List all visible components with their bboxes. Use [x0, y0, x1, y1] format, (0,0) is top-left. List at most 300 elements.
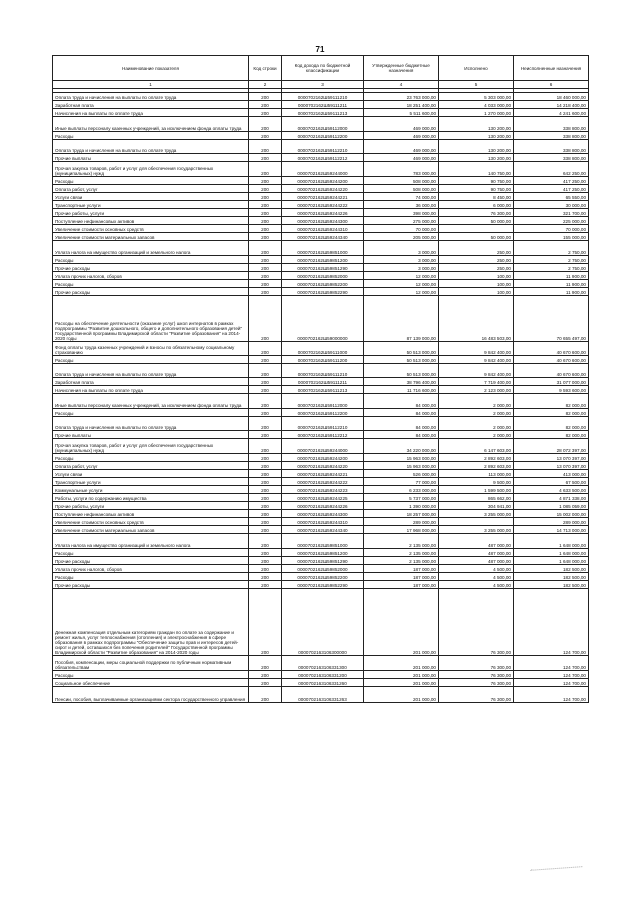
indicator-name-cell: Прочие работы, услуги [53, 502, 249, 510]
table-row [53, 93, 589, 101]
budget-code-cell: 0000702163106331300 [282, 656, 364, 671]
executed-amount-cell: 304 941,00 [439, 502, 514, 510]
remaining-amount-cell: 70 000,00 [514, 225, 589, 233]
remaining-amount-cell: 40 670 600,00 [514, 364, 589, 378]
approved-amount-cell: 50 513 000,00 [364, 356, 439, 364]
table-row [53, 154, 589, 162]
table-row [53, 679, 589, 687]
remaining-amount-cell: 338 800,00 [514, 140, 589, 154]
column-number: 4 [364, 81, 439, 89]
table-row [53, 518, 589, 526]
indicator-name-cell: Расходы [53, 280, 249, 288]
line-code-cell: 200 [249, 462, 282, 470]
budget-code-cell: 0000702162Ш59852290 [282, 288, 364, 296]
approved-amount-cell: 289 000,00 [364, 518, 439, 526]
executed-amount-cell: 2 000,00 [439, 394, 514, 409]
indicator-name-cell: Работы, услуги по содержанию имущества [53, 494, 249, 502]
executed-amount-cell: 9 842 400,00 [439, 342, 514, 356]
indicator-name-cell: Заработная плата [53, 101, 249, 109]
indicator-name-cell: Оплата работ, услуг [53, 462, 249, 470]
indicator-name-cell: Коммунальные услуги [53, 486, 249, 494]
line-code-cell: 200 [249, 394, 282, 409]
column-number: 6 [514, 81, 589, 89]
table-row [53, 510, 589, 518]
table-row [53, 534, 589, 549]
table-row [53, 581, 589, 589]
remaining-amount-cell: 1 648 000,00 [514, 534, 589, 549]
executed-amount-cell: 100,00 [439, 272, 514, 280]
indicator-name-cell: Расходы [53, 549, 249, 557]
executed-amount-cell: 9 500,00 [439, 478, 514, 486]
remaining-amount-cell: 225 000,00 [514, 217, 589, 225]
table-row [53, 272, 589, 280]
executed-amount-cell: 50 000,00 [439, 217, 514, 225]
line-code-cell: 200 [249, 185, 282, 193]
executed-amount-cell: 76 300,00 [439, 679, 514, 687]
executed-amount-cell: 487 000,00 [439, 534, 514, 549]
line-code-cell: 200 [249, 557, 282, 565]
approved-amount-cell: 469 000,00 [364, 117, 439, 132]
budget-code-cell: 0000702162Ш59112200 [282, 409, 364, 417]
executed-amount-cell: 2 000,00 [439, 431, 514, 439]
line-code-cell: 200 [249, 256, 282, 264]
approved-amount-cell: 508 000,00 [364, 177, 439, 185]
remaining-amount-cell: 182 500,00 [514, 565, 589, 573]
approved-amount-cell: 15 963 000,00 [364, 454, 439, 462]
budget-code-cell: 0000702162Ш59244000 [282, 162, 364, 177]
executed-amount-cell: 8 450,00 [439, 193, 514, 201]
budget-code-cell: 0000702162Ш59852000 [282, 565, 364, 573]
remaining-amount-cell: 182 500,00 [514, 581, 589, 589]
remaining-amount-cell: 2 750,00 [514, 241, 589, 256]
indicator-name-cell: Прочая закупка товаров, работ и услуг для обеспечения государственных (муниципальных) нужд [53, 439, 249, 454]
approved-amount-cell: 74 000,00 [364, 193, 439, 201]
indicator-name-cell: Прочие расходы [53, 288, 249, 296]
table-row [53, 233, 589, 241]
executed-amount-cell: 2 892 603,00 [439, 454, 514, 462]
table-row [53, 502, 589, 510]
approved-amount-cell: 3 000,00 [364, 264, 439, 272]
executed-amount-cell: 250,00 [439, 264, 514, 272]
budget-code-cell: 0000702162Ш59852290 [282, 581, 364, 589]
approved-amount-cell: 84 000,00 [364, 431, 439, 439]
indicator-name-cell: Транспортные услуги [53, 201, 249, 209]
line-code-cell: 200 [249, 101, 282, 109]
indicator-name-cell: Пособия, компенсации, меры социальной поддержки по публичным нормативным обязательствам [53, 656, 249, 671]
budget-code-cell: 0000702162Ш59112210 [282, 417, 364, 431]
line-code-cell: 200 [249, 209, 282, 217]
budget-code-cell: 0000702162Ш59112200 [282, 132, 364, 140]
table-row [53, 364, 589, 378]
remaining-amount-cell: 155 000,00 [514, 233, 589, 241]
budget-code-cell: 0000702162Ш59000000 [282, 296, 364, 342]
executed-amount-cell: 50 000,00 [439, 233, 514, 241]
line-code-cell: 200 [249, 409, 282, 417]
table-row [53, 462, 589, 470]
budget-code-cell: 0000702162Ш59244310 [282, 518, 364, 526]
budget-code-cell: 0000702162Ш59111200 [282, 356, 364, 364]
remaining-amount-cell: 2 750,00 [514, 264, 589, 272]
executed-amount-cell: 865 662,00 [439, 494, 514, 502]
budget-code-cell: 0000702162Ш59111000 [282, 342, 364, 356]
page-number: 71 [315, 45, 325, 54]
indicator-name-cell: Оплата труда и начисления на выплаты по оплате труда [53, 417, 249, 431]
approved-amount-cell: 11 716 600,00 [364, 386, 439, 394]
approved-amount-cell: 2 135 000,00 [364, 557, 439, 565]
table-row [53, 573, 589, 581]
remaining-amount-cell: 289 000,00 [514, 518, 589, 526]
table-row [53, 431, 589, 439]
indicator-name-cell: Поступление нефинансовых активов [53, 217, 249, 225]
budget-code-cell: 0000702162Ш59851200 [282, 256, 364, 264]
remaining-amount-cell: 14 713 000,00 [514, 526, 589, 534]
indicator-name-cell: Социальное обеспечение [53, 679, 249, 687]
line-code-cell: 200 [249, 687, 282, 703]
executed-amount-cell: 76 300,00 [439, 209, 514, 217]
budget-code-cell: 0000702162Ш59244300 [282, 217, 364, 225]
header-executed: Исполнено [439, 56, 514, 81]
table-row [53, 454, 589, 462]
executed-amount-cell [439, 225, 514, 233]
indicator-name-cell: Оплата работ, услуг [53, 185, 249, 193]
approved-amount-cell: 84 000,00 [364, 409, 439, 417]
approved-amount-cell: 17 968 000,00 [364, 526, 439, 534]
indicator-name-cell: Прочие работы, услуги [53, 209, 249, 217]
indicator-name-cell: Увеличение стоимости материальных запасов [53, 233, 249, 241]
remaining-amount-cell: 1 648 000,00 [514, 557, 589, 565]
remaining-amount-cell: 124 700,00 [514, 671, 589, 679]
budget-code-cell: 0000702162Ш59851200 [282, 549, 364, 557]
table-row [53, 225, 589, 233]
budget-code-cell: 0000702163106331260 [282, 679, 364, 687]
table-row [53, 417, 589, 431]
approved-amount-cell: 38 796 400,00 [364, 378, 439, 386]
budget-code-cell: 0000702162Ш59244221 [282, 193, 364, 201]
remaining-amount-cell: 11 900,00 [514, 272, 589, 280]
budget-code-cell: 0000702162Ш59112210 [282, 140, 364, 154]
table-row [53, 687, 589, 703]
indicator-name-cell: Иные выплаты персоналу казенных учреждений, за исключением фонда оплаты труда [53, 117, 249, 132]
remaining-amount-cell: 30 000,00 [514, 201, 589, 209]
remaining-amount-cell: 31 077 000,00 [514, 378, 589, 386]
indicator-name-cell: Уплата налога на имущество организаций и земельного налога [53, 534, 249, 549]
remaining-amount-cell: 15 002 000,00 [514, 510, 589, 518]
indicator-name-cell: Прочие выплаты [53, 431, 249, 439]
budget-code-cell: 0000702162Ш59244310 [282, 225, 364, 233]
line-code-cell: 200 [249, 526, 282, 534]
budget-code-cell: 0000702162Ш59244200 [282, 454, 364, 462]
budget-code-cell: 0000702162Ш59851290 [282, 264, 364, 272]
remaining-amount-cell: 18 460 000,00 [514, 93, 589, 101]
approved-amount-cell: 783 000,00 [364, 162, 439, 177]
approved-amount-cell: 84 000,00 [364, 394, 439, 409]
approved-amount-cell: 187 000,00 [364, 581, 439, 589]
line-code-cell: 200 [249, 549, 282, 557]
indicator-name-cell: Заработная плата [53, 378, 249, 386]
indicator-name-cell: Иные выплаты персоналу казенных учреждений, за исключением фонда оплаты труда [53, 394, 249, 409]
table-row [53, 470, 589, 478]
line-code-cell: 200 [249, 132, 282, 140]
indicator-name-cell: Оплата труда и начисления на выплаты по оплате труда [53, 140, 249, 154]
column-number: 5 [439, 81, 514, 89]
budget-code-cell: 0000702162Ш59244300 [282, 510, 364, 518]
approved-amount-cell: 6 233 000,00 [364, 486, 439, 494]
line-code-cell: 200 [249, 296, 282, 342]
line-code-cell: 200 [249, 431, 282, 439]
remaining-amount-cell: 124 700,00 [514, 656, 589, 671]
indicator-name-cell: Расходы [53, 573, 249, 581]
remaining-amount-cell: 82 000,00 [514, 394, 589, 409]
table-row [53, 439, 589, 454]
executed-amount-cell: 76 300,00 [439, 656, 514, 671]
table-row [53, 288, 589, 296]
approved-amount-cell: 201 000,00 [364, 671, 439, 679]
remaining-amount-cell: 182 500,00 [514, 573, 589, 581]
executed-amount-cell: 90 750,00 [439, 185, 514, 193]
approved-amount-cell: 5 511 600,00 [364, 109, 439, 117]
indicator-name-cell: Увеличение стоимости материальных запасов [53, 526, 249, 534]
executed-amount-cell: 100,00 [439, 280, 514, 288]
executed-amount-cell: 140 750,00 [439, 162, 514, 177]
remaining-amount-cell: 13 070 397,00 [514, 454, 589, 462]
executed-amount-cell: 100,00 [439, 288, 514, 296]
table-row [53, 109, 589, 117]
line-code-cell: 200 [249, 679, 282, 687]
table-row [53, 409, 589, 417]
remaining-amount-cell: 82 000,00 [514, 431, 589, 439]
approved-amount-cell: 3 000,00 [364, 256, 439, 264]
budget-code-cell: 0000702162Ш59852200 [282, 573, 364, 581]
budget-code-cell: 0000702162Ш59244220 [282, 185, 364, 193]
indicator-name-cell: Уплата прочих налогов, сборов [53, 565, 249, 573]
remaining-amount-cell: 11 900,00 [514, 280, 589, 288]
remaining-amount-cell: 67 500,00 [514, 478, 589, 486]
table-row [53, 193, 589, 201]
line-code-cell: 200 [249, 417, 282, 431]
line-code-cell: 200 [249, 201, 282, 209]
line-code-cell: 200 [249, 280, 282, 288]
approved-amount-cell: 201 000,00 [364, 656, 439, 671]
approved-amount-cell: 18 251 400,00 [364, 101, 439, 109]
header-remaining: Неисполненные назначения [514, 56, 589, 81]
column-number-row [53, 81, 589, 89]
executed-amount-cell: 9 842 400,00 [439, 364, 514, 378]
executed-amount-cell: 3 255 000,00 [439, 526, 514, 534]
budget-code-cell: 0000702162Ш59112212 [282, 431, 364, 439]
budget-code-cell: 0000702162Ш59111211 [282, 378, 364, 386]
executed-amount-cell: 2 000,00 [439, 417, 514, 431]
approved-amount-cell: 77 000,00 [364, 478, 439, 486]
executed-amount-cell: 1 270 000,00 [439, 109, 514, 117]
table-row [53, 557, 589, 565]
remaining-amount-cell: 70 655 497,00 [514, 296, 589, 342]
remaining-amount-cell: 124 700,00 [514, 589, 589, 656]
executed-amount-cell: 487 000,00 [439, 549, 514, 557]
remaining-amount-cell: 338 800,00 [514, 117, 589, 132]
budget-code-cell: 0000702162Ш59244222 [282, 478, 364, 486]
indicator-name-cell: Денежная компенсация отдельным категориям граждан по оплате за содержание и ремонт жилья, услуг теплоснабжения (отопления) и электроснабжения в сфере образования в рамках подпрограммы "Обеспечение защиты прав и интересов детей-сирот и детей, оставшихся без попечения родителей" Государственной программы Владимирской области "Развитие образования" на 2014-2020 годы [53, 589, 249, 656]
line-code-cell: 200 [249, 386, 282, 394]
approved-amount-cell: 508 000,00 [364, 185, 439, 193]
remaining-amount-cell: 28 072 397,00 [514, 439, 589, 454]
header-indicator-name: Наименование показателя [53, 56, 249, 81]
line-code-cell: 200 [249, 272, 282, 280]
line-code-cell: 200 [249, 177, 282, 185]
line-code-cell: 200 [249, 671, 282, 679]
approved-amount-cell: 15 963 000,00 [364, 462, 439, 470]
approved-amount-cell: 469 000,00 [364, 132, 439, 140]
indicator-name-cell: Увеличение стоимости основных средств [53, 225, 249, 233]
line-code-cell: 200 [249, 573, 282, 581]
approved-amount-cell: 275 000,00 [364, 217, 439, 225]
header-line-code: Код строки [249, 56, 282, 81]
line-code-cell: 200 [249, 140, 282, 154]
executed-amount-cell: 76 300,00 [439, 671, 514, 679]
executed-amount-cell: 6 000,00 [439, 201, 514, 209]
table-body [53, 89, 589, 703]
budget-code-cell: 0000702162Ш59244223 [282, 486, 364, 494]
executed-amount-cell: 2 123 000,00 [439, 386, 514, 394]
budget-code-cell: 0000702162Ш59852000 [282, 272, 364, 280]
remaining-amount-cell: 642 250,00 [514, 162, 589, 177]
line-code-cell: 200 [249, 378, 282, 386]
budget-code-cell: 0000702162Ш59244200 [282, 177, 364, 185]
remaining-amount-cell: 417 250,00 [514, 177, 589, 185]
executed-amount-cell: 76 300,00 [439, 589, 514, 656]
indicator-name-cell: Расходы [53, 671, 249, 679]
budget-execution-table [52, 55, 589, 703]
indicator-name-cell: Уплата налога на имущество организаций и земельного налога [53, 241, 249, 256]
table-row [53, 264, 589, 272]
budget-code-cell: 0000702162Ш59244226 [282, 209, 364, 217]
executed-amount-cell: 4 500,00 [439, 565, 514, 573]
budget-code-cell: 0000702162Ш59851000 [282, 534, 364, 549]
line-code-cell: 200 [249, 486, 282, 494]
line-code-cell: 200 [249, 454, 282, 462]
indicator-name-cell: Расходы [53, 356, 249, 364]
remaining-amount-cell: 4 241 600,00 [514, 109, 589, 117]
approved-amount-cell: 50 513 000,00 [364, 342, 439, 356]
budget-code-cell: 0000702162Ш59111213 [282, 109, 364, 117]
approved-amount-cell: 201 000,00 [364, 687, 439, 703]
line-code-cell: 200 [249, 288, 282, 296]
indicator-name-cell: Прочие выплаты [53, 154, 249, 162]
budget-code-cell: 0000702163106331200 [282, 671, 364, 679]
table-row [53, 241, 589, 256]
indicator-name-cell: Пенсии, пособия, выплачиваемые организациями сектора государственного управления [53, 687, 249, 703]
indicator-name-cell: Прочие расходы [53, 581, 249, 589]
indicator-name-cell: Расходы [53, 132, 249, 140]
budget-code-cell: 0000702162Ш59111211 [282, 101, 364, 109]
executed-amount-cell: 2 892 603,00 [439, 462, 514, 470]
table-row [53, 486, 589, 494]
remaining-amount-cell: 82 000,00 [514, 417, 589, 431]
executed-amount-cell: 130 200,00 [439, 140, 514, 154]
table-row [53, 256, 589, 264]
indicator-name-cell: Расходы [53, 409, 249, 417]
budget-code-cell: 0000702162Ш59244221 [282, 470, 364, 478]
executed-amount-cell: 90 750,00 [439, 177, 514, 185]
line-code-cell: 200 [249, 565, 282, 573]
budget-code-cell: 0000702162Ш59111213 [282, 386, 364, 394]
line-code-cell: 200 [249, 356, 282, 364]
remaining-amount-cell: 338 800,00 [514, 132, 589, 140]
indicator-name-cell: Расходы [53, 454, 249, 462]
indicator-name-cell: Увеличение стоимости основных средств [53, 518, 249, 526]
table-row [53, 378, 589, 386]
indicator-name-cell: Расходы на обеспечение деятельности (оказание услуг) школ интернатов в рамках подпрограммы "Развитие дошкольного, общего и дополнительного образования детей" Государственной программы Владимирской области "Развитие образования" на 2014-2020 годы [53, 296, 249, 342]
indicator-name-cell: Фонд оплаты труда казенных учреждений и взносы по обязательному социальному страхованию [53, 342, 249, 356]
line-code-cell: 200 [249, 217, 282, 225]
remaining-amount-cell: 4 633 500,00 [514, 486, 589, 494]
remaining-amount-cell: 40 670 600,00 [514, 342, 589, 356]
remaining-amount-cell: 124 700,00 [514, 679, 589, 687]
executed-amount-cell [439, 518, 514, 526]
approved-amount-cell: 526 000,00 [364, 470, 439, 478]
approved-amount-cell: 5 737 000,00 [364, 494, 439, 502]
table-row [53, 478, 589, 486]
table-row [53, 117, 589, 132]
remaining-amount-cell: 417 250,00 [514, 185, 589, 193]
line-code-cell: 200 [249, 117, 282, 132]
approved-amount-cell: 1 390 000,00 [364, 502, 439, 510]
line-code-cell: 200 [249, 162, 282, 177]
indicator-name-cell: Уплата прочих налогов, сборов [53, 272, 249, 280]
indicator-name-cell: Начисления на выплаты по оплате труда [53, 109, 249, 117]
executed-amount-cell: 7 719 400,00 [439, 378, 514, 386]
approved-amount-cell: 2 135 000,00 [364, 534, 439, 549]
line-code-cell: 200 [249, 510, 282, 518]
table-row [53, 494, 589, 502]
executed-amount-cell: 250,00 [439, 256, 514, 264]
line-code-cell: 200 [249, 233, 282, 241]
budget-code-cell: 0000702162Ш59112212 [282, 154, 364, 162]
remaining-amount-cell: 338 800,00 [514, 154, 589, 162]
table-row [53, 342, 589, 356]
budget-code-cell: 0000702162Ш59244220 [282, 462, 364, 470]
executed-amount-cell: 130 200,00 [439, 132, 514, 140]
remaining-amount-cell: 124 700,00 [514, 687, 589, 703]
line-code-cell: 200 [249, 439, 282, 454]
approved-amount-cell: 2 135 000,00 [364, 549, 439, 557]
approved-amount-cell: 87 139 000,00 [364, 296, 439, 342]
remaining-amount-cell: 2 750,00 [514, 256, 589, 264]
approved-amount-cell: 36 000,00 [364, 201, 439, 209]
table-row [53, 177, 589, 185]
budget-code-cell: 0000702162Ш59244340 [282, 233, 364, 241]
line-code-cell: 200 [249, 193, 282, 201]
indicator-name-cell: Оплата труда и начисления на выплаты по оплате труда [53, 93, 249, 101]
executed-amount-cell: 250,00 [439, 241, 514, 256]
line-code-cell: 200 [249, 589, 282, 656]
line-code-cell: 200 [249, 478, 282, 486]
table-row [53, 132, 589, 140]
remaining-amount-cell: 14 218 400,00 [514, 101, 589, 109]
executed-amount-cell: 16 483 503,00 [439, 296, 514, 342]
line-code-cell: 200 [249, 502, 282, 510]
budget-code-cell: 0000702162Ш59244000 [282, 439, 364, 454]
budget-code-cell: 0000702162Ш59852200 [282, 280, 364, 288]
table-row [53, 296, 589, 342]
budget-code-cell: 0000702162Ш59244340 [282, 526, 364, 534]
table-row [53, 526, 589, 534]
approved-amount-cell: 18 257 000,00 [364, 510, 439, 518]
remaining-amount-cell: 413 000,00 [514, 470, 589, 478]
remaining-amount-cell: 1 648 000,00 [514, 549, 589, 557]
line-code-cell: 200 [249, 93, 282, 101]
executed-amount-cell: 130 200,00 [439, 154, 514, 162]
indicator-name-cell: Прочая закупка товаров, работ и услуг для обеспечения государственных (муниципальных) нужд [53, 162, 249, 177]
